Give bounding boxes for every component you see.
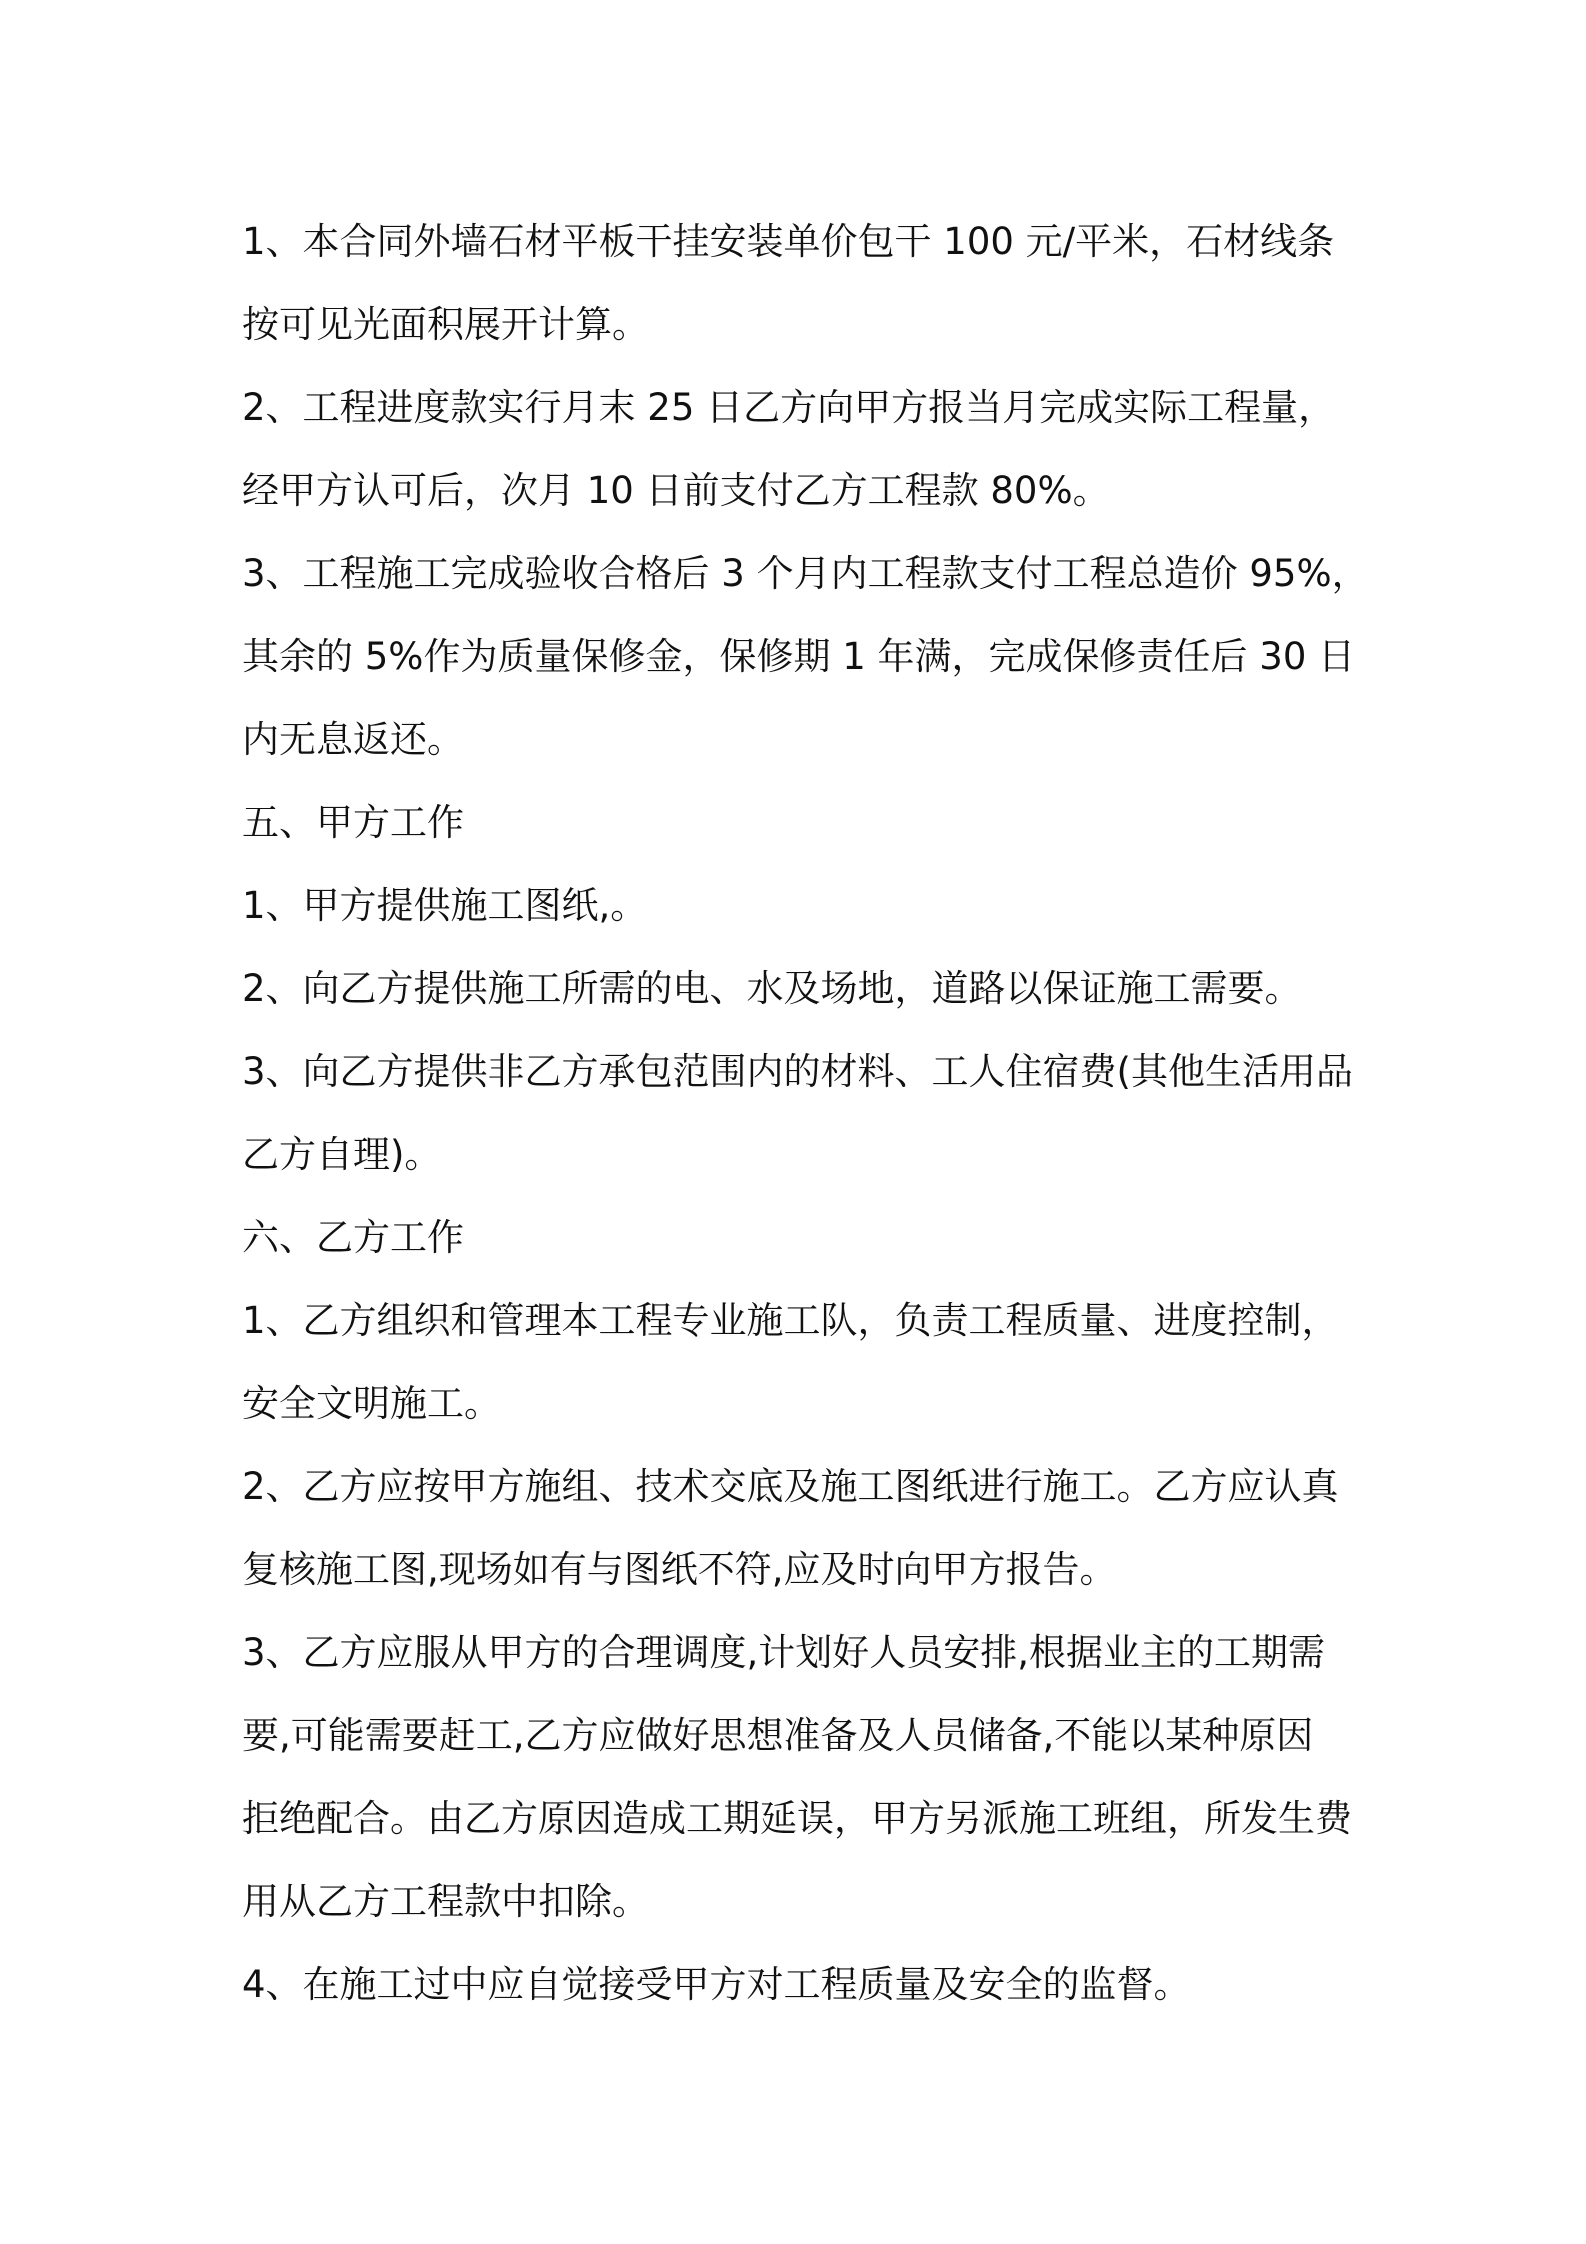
- party-a-clause-3-line-2: 乙方自理)。: [242, 1133, 442, 1176]
- section-heading-party-b: 六、乙方工作: [242, 1216, 464, 1259]
- party-b-clause-3-line-2: 要,可能需要赶工,乙方应做好思想准备及人员储备,不能以某种原因: [242, 1714, 1314, 1757]
- payment-clause-3-line-1: 3、工程施工完成验收合格后 3 个月内工程款支付工程总造价 95%，: [242, 552, 1369, 595]
- payment-clause-2-line-1: 2、工程进度款实行月末 25 日乙方向甲方报当月完成实际工程量，: [242, 386, 1336, 429]
- payment-clause-3-line-3: 内无息返还。: [242, 718, 464, 761]
- party-b-clause-4: 4、在施工过中应自觉接受甲方对工程质量及安全的监督。: [242, 1963, 1191, 2006]
- payment-clause-1-line-1: 1、本合同外墙石材平板干挂安装单价包干 100 元/平米，石材线条: [242, 220, 1335, 263]
- party-b-clause-2-line-2: 复核施工图,现场如有与图纸不符,应及时向甲方报告。: [242, 1548, 1117, 1591]
- document-body: [242, 200, 1369, 2026]
- section-heading-party-a: 五、甲方工作: [242, 801, 464, 844]
- payment-clause-2-line-2: 经甲方认可后，次月 10 日前支付乙方工程款 80%。: [242, 469, 1110, 512]
- party-b-clause-3-line-4: 用从乙方工程款中扣除。: [242, 1880, 649, 1923]
- party-b-clause-3-line-1: 3、乙方应服从甲方的合理调度,计划好人员安排,根据业主的工期需: [242, 1631, 1326, 1674]
- party-a-clause-3-line-1: 3、向乙方提供非乙方承包范围内的材料、工人住宿费(其他生活用品: [242, 1050, 1353, 1093]
- party-a-clause-2: 2、向乙方提供施工所需的电、水及场地，道路以保证施工需要。: [242, 967, 1302, 1010]
- payment-clause-1-line-2: 按可见光面积展开计算。: [242, 303, 649, 346]
- party-b-clause-1-line-2: 安全文明施工。: [242, 1382, 501, 1425]
- party-b-clause-2-line-1: 2、乙方应按甲方施组、技术交底及施工图纸进行施工。乙方应认真: [242, 1465, 1339, 1508]
- payment-clause-3-line-2: 其余的 5%作为质量保修金，保修期 1 年满，完成保修责任后 30 日: [242, 635, 1356, 678]
- party-a-clause-1: 1、甲方提供施工图纸,。: [242, 884, 648, 927]
- party-b-clause-3-line-3: 拒绝配合。由乙方原因造成工期延误，甲方另派施工班组，所发生费: [242, 1797, 1352, 1840]
- party-b-clause-1-line-1: 1、乙方组织和管理本工程专业施工队，负责工程质量、进度控制，: [242, 1299, 1339, 1342]
